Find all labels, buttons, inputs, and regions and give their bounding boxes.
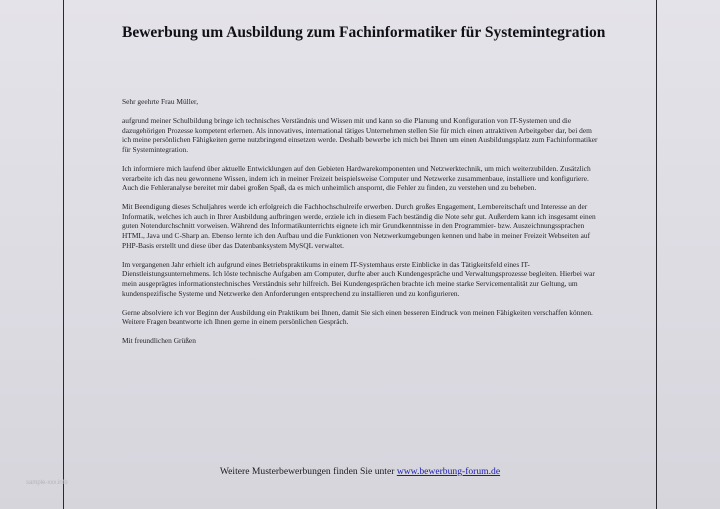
salutation: Sehr geehrte Frau Müller, [122,97,199,106]
paragraph-offer: Gerne absolviere ich vor Beginn der Ausbildung ein Praktikum bei Ihnen, damit Sie sich einen besseren Eindruck von meinen Fähigkeiten verschaffen können. Weitere Fragen beantworte ich Ihnen gerne in einem persönlichen Gespräch. [122,307,593,327]
paragraph-intro: aufgrund meiner Schulbildung bringe ich technisches Verständnis und Wissen mit und kann so die Planung und Konfiguration von IT-Systemen und die dazugehörigen Prozesse kompetent erlernen. Als innovatives, international tätiges Unternehmen stellen Sie für mich einen attraktiven Arbeitgeber dar, bei dem ich meine persönlichen Fähigkeiten gerne nutzbringend einsetzen werde. Deshalb bewerbe ich mich bei Ihnen um einen Ausbildungsplatz zum Fachinformatiker für Systemintegration. [122,116,598,154]
right-margin-line [656,0,657,509]
footer [0,466,720,477]
paragraph-interests: Ich informiere mich laufend über aktuelle Entwicklungen auf den Gebieten Hardwarekomponenten und Netzwerktechnik, um mich weiterzubilden. Zusätzlich verarbeite ich das neu gewonnene Wissen, indem ich in meiner Freizeit beispielsweise Computer und Netzwerke zusammenbaue, installiere und konfiguriere. Auch die Fehleranalyse bereitet mir dabei großen Spaß, da es mich unheimlich anspornt, die Fehler zu finden, zu verstehen und zu beheben. [122,163,591,193]
left-margin-line [63,0,64,509]
letter-body [122,97,600,355]
footer-link[interactable]: www.bewerbung-forum.de [396,466,501,477]
letter-title: Bewerbung um Ausbildung zum Fachinformatiker für Systemintegration [122,24,606,41]
paragraph-education: Mit Beendigung dieses Schuljahres werde ich erfolgreich die Fachhochschulreife erwerben. Durch großes Engagement, Lernbereitschaft und Interesse an der Informatik, welches ich auch in Ihrer Ausbildung aufbringen werde, erziele ich in diesem Fach beständig die Note sehr gut. Außerdem kann ich insgesamt einen guten Notendurchschnitt vorweisen. Während des Informatikunterrichts eignete ich mir Grundkenntnisse in den Programmier- bzw. Auszeichnungssprachen HTML, Java und C-Sharp an. Ebenso lernte ich den Aufbau und die Funktionen von Netzwerkumgebungen kennen und habe in meiner Freizeit Webseiten auf PHP-Basis erstellt und diese über das Datenbanksystem MySQL verwaltet. [122,202,596,250]
closing: Mit freundlichen Grüßen [122,336,196,346]
watermark: sample-xxx.info [26,480,68,486]
paragraph-internship: Im vergangenen Jahr erhielt ich aufgrund eines Betriebspraktikums in einem IT-Systemhaus erste Einblicke in das Tätigkeitsfeld eines IT- Dienstleistungsunternehmens. Ich löste technische Aufgaben am Computer, durfte aber auch Kundengespräche und Verwaltungsprozesse begleiten. Hierbei war mein ausgeprägtes informationstechnisches Verständnis sehr hilfreich. Bei Kundengesprächen brachte ich meine starke Servicementalität zur Geltung, um kundenspezifische Systeme und Netzwerke den Anforderungen entsprechend zu installieren und zu konfigurieren. [122,259,595,298]
footer-text: Weitere Musterbewerbungen finden Sie unter [219,466,397,477]
